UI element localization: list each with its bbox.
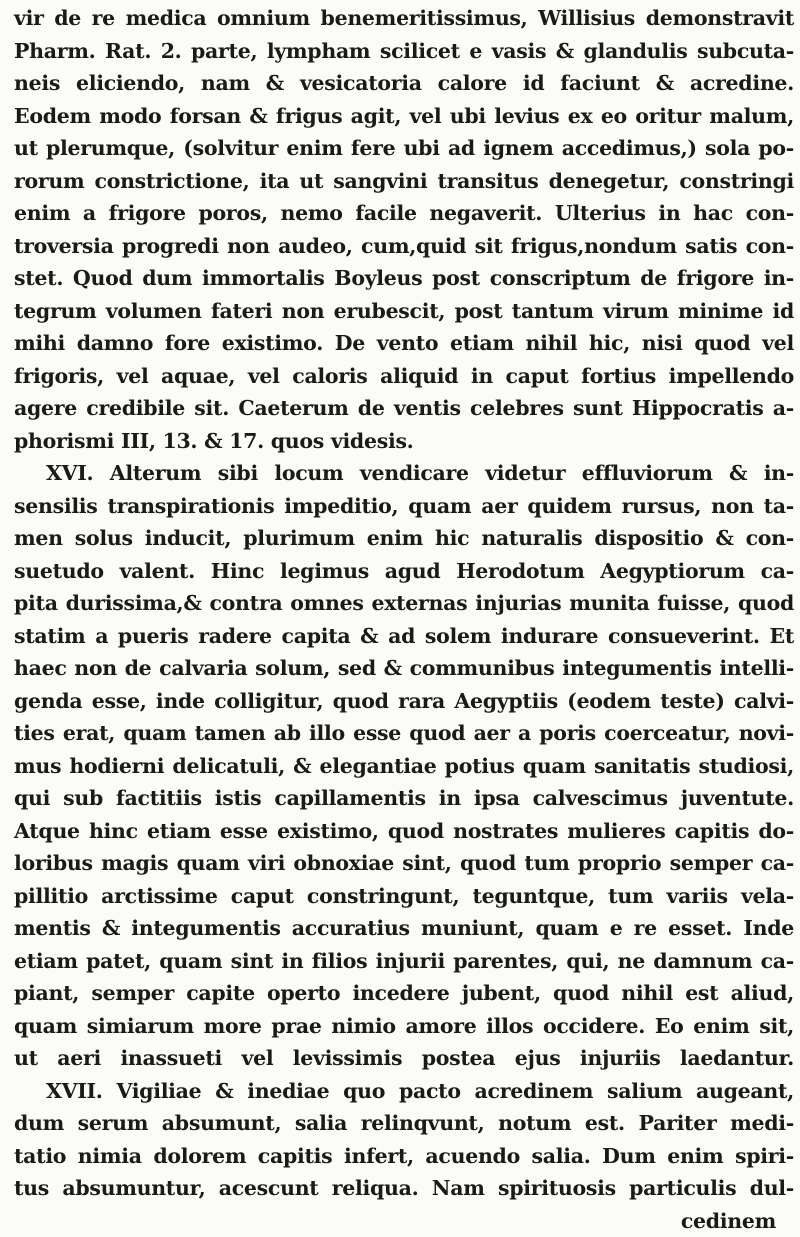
text-line: sensilis transpirationis impeditio, quam aer quidem rursus, non ta- (14, 490, 794, 523)
text-line: piant, semper capite operto incedere jubent, quod nihil est aliud, (14, 977, 794, 1010)
text-line: stet. Quod dum immortalis Boyleus post conscriptum de frigore in- (14, 262, 794, 295)
text-line: enim a frigore poros, nemo facile negaverit. Ulterius in hac con- (14, 197, 794, 230)
text-line: qui sub factitiis istis capillamentis in ipsa calvescimus juventute. (14, 782, 794, 815)
text-line: Atque hinc etiam esse existimo, quod nostrates mulieres capitis do- (14, 815, 794, 848)
section-heading-line: XVII. Vigiliae & inediae quo pacto acredinem salium augeant, (14, 1075, 794, 1108)
text-line: ut plerumque, (solvitur enim fere ubi ad ignem accedimus,) sola po- (14, 132, 794, 165)
text-line: loribus magis quam viri obnoxiae sint, quod tum proprio semper ca- (14, 847, 794, 880)
text-line: phorismi III, 13. & 17. quos videsis. (14, 425, 794, 458)
catchword: cedinem (14, 1205, 794, 1237)
text-line: pillitio arctissime caput constringunt, teguntque, tum variis vela- (14, 880, 794, 913)
text-line: tegrum volumen fateri non erubescit, post tantum virum minime id (14, 295, 794, 328)
text-line: mihi damno fore existimo. De vento etiam nihil hic, nisi quod vel (14, 327, 794, 360)
text-line: haec non de calvaria solum, sed & communibus integumentis intelli- (14, 652, 794, 685)
text-line: statim a pueris radere capita & ad solem indurare consueverint. Et (14, 620, 794, 653)
text-line: men solus inducit, plurimum enim hic naturalis dispositio & con- (14, 522, 794, 555)
text-line: mentis & integumentis accuratius muniunt, quam e re esset. Inde (14, 912, 794, 945)
text-line: Pharm. Rat. 2. parte, lympham scilicet e vasis & glandulis subcuta- (14, 35, 794, 68)
section-heading-line: XVI. Alterum sibi locum vendicare videtur effluviorum & in- (14, 457, 794, 490)
text-line: quam simiarum more prae nimio amore illos occidere. Eo enim sit, (14, 1010, 794, 1043)
text-line: suetudo valent. Hinc legimus agud Herodotum Aegyptiorum ca- (14, 555, 794, 588)
text-line: Eodem modo forsan & frigus agit, vel ubi levius ex eo oritur malum, (14, 100, 794, 133)
latin-text-body (14, 2, 794, 1237)
text-line: pita durissima,& contra omnes externas injurias munita fuisse, quod (14, 587, 794, 620)
text-line: frigoris, vel aquae, vel caloris aliquid in caput fortius impellendo (14, 360, 794, 393)
text-line: tatio nimia dolorem capitis infert, acuendo salia. Dum enim spiri- (14, 1140, 794, 1173)
text-line: etiam patet, quam sint in filios injurii parentes, qui, ne damnum ca- (14, 945, 794, 978)
text-line: dum serum absumunt, salia relinqvunt, notum est. Pariter medi- (14, 1107, 794, 1140)
text-line: vir de re medica omnium benemeritissimus, Willisius demonstravit (14, 2, 794, 35)
text-line: agere credibile sit. Caeterum de ventis celebres sunt Hippocratis a- (14, 392, 794, 425)
text-line: genda esse, inde colligitur, quod rara Aegyptiis (eodem teste) calvi- (14, 685, 794, 718)
text-line: tus absumuntur, acescunt reliqua. Nam spirituosis particulis dul- (14, 1172, 794, 1205)
text-line: troversia progredi non audeo, cum,quid sit frigus,nondum satis con- (14, 230, 794, 263)
text-line: rorum constrictione, ita ut sangvini transitus denegetur, constringi (14, 165, 794, 198)
text-line: neis eliciendo, nam & vesicatoria calore id faciunt & acredine. (14, 67, 794, 100)
text-line: mus hodierni delicatuli, & elegantiae potius quam sanitatis studiosi, (14, 750, 794, 783)
text-line: ut aeri inassueti vel levissimis postea ejus injuriis laedantur. (14, 1042, 794, 1075)
text-line: ties erat, quam tamen ab illo esse quod aer a poris coerceatur, novi- (14, 717, 794, 750)
